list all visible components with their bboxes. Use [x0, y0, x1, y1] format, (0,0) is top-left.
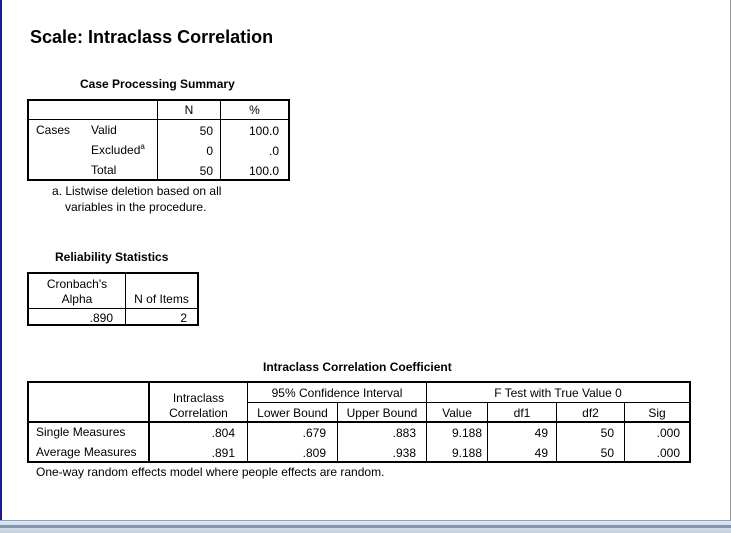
cell-n-items: 2 — [180, 311, 187, 325]
window-bottom-strip — [0, 525, 731, 528]
icc-f-sub-rule — [427, 402, 689, 403]
row-label-single: Single Measures — [36, 425, 126, 439]
cell-average-lower: .809 — [302, 446, 326, 460]
case-processing-footnote-1: a. Listwise deletion based on all — [52, 184, 222, 198]
col-header-df1: df1 — [513, 406, 531, 420]
row-label-average: Average Measures — [36, 445, 137, 459]
col-header-upper: Upper Bound — [346, 406, 418, 420]
col-header-n: N — [184, 103, 194, 117]
icc-header-rule — [29, 421, 689, 423]
cell-single-df1: 49 — [534, 426, 548, 440]
cell-average-upper: .938 — [392, 446, 416, 460]
cell-single-icc: .804 — [211, 426, 235, 440]
window-bottom-bar — [0, 520, 731, 533]
row-label-valid: Valid — [91, 123, 117, 137]
row-label-total: Total — [91, 163, 117, 177]
col-header-value: Value — [442, 406, 472, 420]
case-processing-header-rule — [29, 119, 288, 120]
col-header-sig: Sig — [648, 406, 666, 420]
cell-valid-pct: 100.0 — [248, 124, 279, 138]
col-header-items: N of Items — [134, 292, 189, 306]
excluded-label-text: Excluded — [91, 143, 141, 157]
page-title: Scale: Intraclass Correlation — [30, 27, 274, 47]
col-header-alpha-2: Alpha — [61, 292, 93, 306]
cell-average-df2: 50 — [600, 446, 614, 460]
icc-caption: Intraclass Correlation Coefficient — [263, 360, 452, 374]
cell-average-sig: .000 — [656, 446, 680, 460]
cases-group-label: Cases — [36, 123, 71, 137]
cell-valid-n: 50 — [199, 124, 213, 138]
cell-single-sig: .000 — [656, 426, 680, 440]
cell-single-df2: 50 — [600, 426, 614, 440]
cell-average-icc: .891 — [211, 446, 235, 460]
cell-average-value: 9.188 — [451, 446, 482, 460]
row-label-excluded — [91, 143, 145, 157]
col-header-icc-2: Correlation — [169, 406, 228, 420]
col-header-lower: Lower Bound — [257, 406, 328, 420]
col-header-pct: % — [249, 103, 260, 117]
cell-excluded-pct: .0 — [268, 144, 279, 158]
col-header-alpha-1: Cronbach's — [46, 277, 108, 291]
cell-single-upper: .883 — [392, 426, 416, 440]
col-header-ci: 95% Confidence Interval — [271, 386, 403, 400]
cell-single-lower: .679 — [302, 426, 326, 440]
cell-total-pct: 100.0 — [248, 164, 279, 178]
col-header-icc-1: Intraclass — [172, 391, 225, 405]
cell-average-df1: 49 — [534, 446, 548, 460]
case-processing-caption: Case Processing Summary — [80, 77, 235, 91]
icc-footnote: One-way random effects model where people effects are random. — [36, 465, 385, 479]
cell-alpha: .890 — [89, 311, 113, 325]
reliability-header-rule — [29, 308, 197, 309]
cell-excluded-n: 0 — [206, 144, 213, 158]
cell-single-value: 9.188 — [451, 426, 482, 440]
window-left-border — [0, 0, 2, 532]
excluded-footnote-marker: a — [140, 142, 145, 151]
col-header-df2: df2 — [582, 406, 599, 420]
case-processing-footnote-2: variables in the procedure. — [65, 200, 207, 214]
col-header-f-test: F Test with True Value 0 — [494, 386, 622, 400]
reliability-caption: Reliability Statistics — [55, 250, 169, 264]
cell-total-n: 50 — [199, 164, 213, 178]
